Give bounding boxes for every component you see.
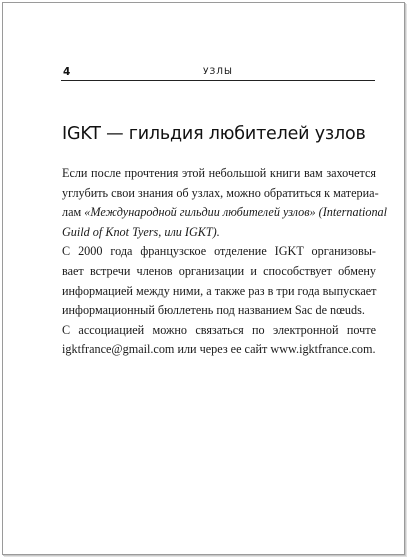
text-line: информацией между ними, а также раз в три года выпускает [62,283,377,298]
header-rule [61,80,375,81]
text-line: С ассоциацией можно связаться по электронной почте [62,322,376,337]
chapter-title: IGKT — гильдия любителей узлов [62,124,366,144]
text-line [62,203,388,223]
text-line: вает встречи членов организации и способствует обмену [62,263,376,278]
guild-name-italic: «Международной гильдии любителей узлов» (International [84,205,388,220]
text-fragment: лам [62,205,85,220]
body-text [62,164,388,360]
page-number: 4 [63,66,71,78]
text-line: информационный бюллетень под названием Sac de nœuds. [62,303,365,318]
text-line: Если после прочтения этой небольшой книги вам захочется [62,166,376,180]
text-line: С 2000 года французское отделение IGKT организовы- [62,244,376,259]
text-line: igktfrance@gmail.com или через ее сайт www.igktfrance.com. [62,342,376,357]
running-title: УЗЛЫ [203,67,233,77]
text-line: Guild of Knot Tyers, или IGKT). [62,224,220,239]
text-line: углубить свои знания об узлах, можно обратиться к материа- [62,185,379,200]
running-head [61,66,375,78]
